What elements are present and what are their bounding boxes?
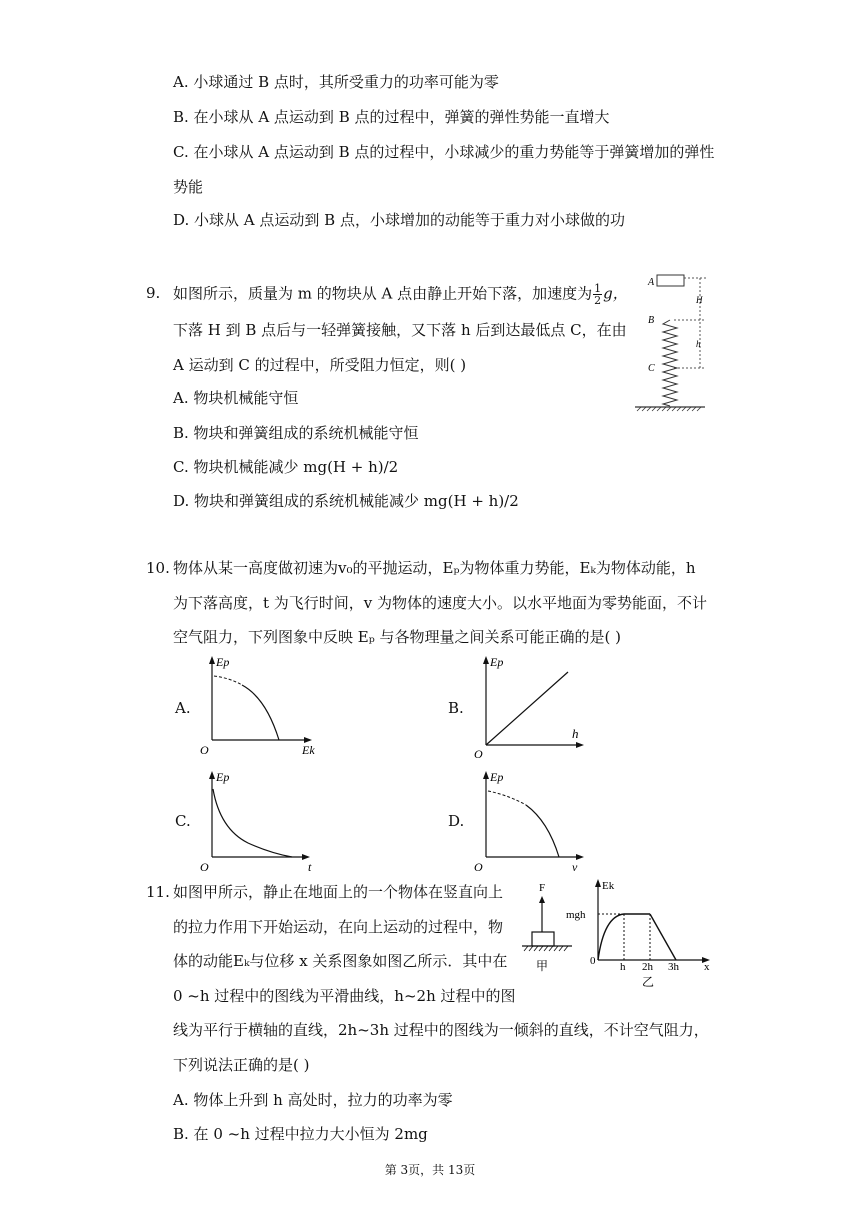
q10-graph-d-option: D. [448,812,465,830]
q10-graph-c [198,765,328,875]
q9-fig-label-H: H [696,295,703,305]
q10-graph-a-option: A. [175,699,191,717]
fraction-numerator: 1 [594,282,602,295]
q11-xlabel: x [704,961,710,973]
q8-option-a: A. 小球通过 B 点时，其所受重力的功率可能为零 [173,73,499,91]
q11-ylabel: Ek [602,880,615,892]
q11-figure-right [566,874,716,989]
q11-number: 11. [146,883,170,901]
q9-stem-line2: 下落 H 到 B 点后与一轻弹簧接触，又下落 h 后到达最低点 C，在由 [173,321,627,339]
q9-fig-label-b: B [648,315,655,326]
q9-fig-label-c: C [648,363,655,374]
q8-option-c-cont: 势能 [173,178,204,196]
q8-option-d: D. 小球从 A 点运动到 B 点，小球增加的动能等于重力对小球做的功 [173,211,625,229]
q11-force-label: F [539,882,546,894]
q11-option-a: A. 物体上升到 h 高处时，拉力的功率为零 [173,1091,453,1109]
q9-spring-figure [630,268,710,418]
q9-fig-label-h: h [696,339,701,349]
q11-origin: 0 [590,955,596,967]
graph-c-ylabel: Ep [216,770,230,784]
q11-caption-left: 甲 [536,959,549,973]
q9-spring [663,320,677,406]
q9-option-b: B. 物块和弹簧组成的系统机械能守恒 [173,424,419,442]
q9-number: 9. [146,284,161,302]
q10-stem-line2: 为下落高度，t 为飞行时间，v 为物体的速度大小。以水平地面为零势能面，不计 [173,594,708,612]
q9-option-a: A. 物块机械能守恒 [173,389,299,407]
q9-stem-g: g， [603,284,628,303]
q10-graph-b [472,650,602,760]
graph-c-origin: O [200,860,209,874]
q11-figure-left [518,880,578,980]
q11-stem-line3: 体的动能Eₖ与位移 x 关系图象如图乙所示．其中在 [173,952,508,970]
fraction-denominator: 2 [594,294,602,307]
q9-fig-label-a: A [648,277,655,288]
graph-c-xlabel: t [308,860,312,874]
q11-stem-line1: 如图甲所示，静止在地面上的一个物体在竖直向上 [173,883,504,901]
q9-block [657,275,684,286]
q11-xtick-2h: 2h [642,961,653,973]
q10-number: 10. [146,559,170,577]
q9-stem-line1 [173,283,628,306]
graph-a-ylabel: Ep [216,655,230,669]
page-footer: 第 3页，共 13页 [384,1163,476,1177]
graph-b-origin: O [474,747,483,761]
q11-xtick-h: h [620,961,626,973]
graph-d-xlabel: v [572,860,578,874]
q10-graph-b-option: B. [448,699,464,717]
q11-curve-segment [598,914,624,960]
q11-stem-line4: 0 ~h 过程中的图线为平滑曲线，h~2h 过程中的图 [173,987,516,1005]
q9-stem-line1-text: 如图所示，质量为 m 的物块从 A 点由静止开始下落，加速度为 [173,284,593,303]
q11-caption-right: 乙 [642,975,655,989]
graph-a-dashed-curve [214,676,242,685]
graph-d-ylabel: Ep [490,770,504,784]
graph-a-xlabel: Ek [302,743,315,757]
q10-graph-c-option: C. [175,812,191,830]
q11-stem-line5: 线为平行于横轴的直线，2h~3h 过程中的图线为一倾斜的直线，不计空气阻力， [173,1021,709,1039]
q10-stem-line3: 空气阻力，下列图象中反映 Eₚ 与各物理量之间关系可能正确的是( ) [173,628,621,646]
q11-ytick: mgh [566,909,586,921]
q11-stem-line6: 下列说法正确的是( ) [173,1056,310,1074]
q8-option-b: B. 在小球从 A 点运动到 B 点的过程中，弹簧的弹性势能一直增大 [173,108,610,126]
q10-graph-a [198,650,328,760]
q9-stem-line3: A 运动到 C 的过程中，所受阻力恒定，则( ) [173,356,467,374]
graph-d-dashed-curve [488,791,526,805]
q8-option-c: C. 在小球从 A 点运动到 B 点的过程中，小球减少的重力势能等于弹簧增加的弹性 [173,143,715,161]
q9-ground-hatch [637,407,701,411]
q11-ground-hatch [524,946,568,951]
q9-option-d: D. 物块和弹簧组成的系统机械能减少 mg(H + h)/2 [173,492,519,510]
q10-stem-line1: 物体从某一高度做初速为v₀的平抛运动，Eₚ为物体重力势能，Eₖ为物体动能，h [173,559,696,577]
q11-xtick-3h: 3h [668,961,679,973]
graph-a-solid-curve [242,685,279,740]
fraction-half [593,283,602,306]
q9-option-c: C. 物块机械能减少 mg(H + h)/2 [173,458,399,476]
q11-option-b: B. 在 0 ~h 过程中拉力大小恒为 2mg [173,1125,428,1143]
graph-b-line [486,672,568,745]
graph-b-xlabel: h [572,726,579,741]
graph-c-curve [213,789,292,857]
q10-graph-d [472,765,602,875]
q11-sloped-segment [650,914,676,960]
q11-block [532,932,554,946]
graph-d-solid-curve [526,805,559,857]
q11-stem-line2: 的拉力作用下开始运动，在向上运动的过程中，物 [173,918,504,936]
graph-d-origin: O [474,860,483,874]
graph-a-origin: O [200,743,209,757]
graph-b-ylabel: Ep [490,655,504,669]
